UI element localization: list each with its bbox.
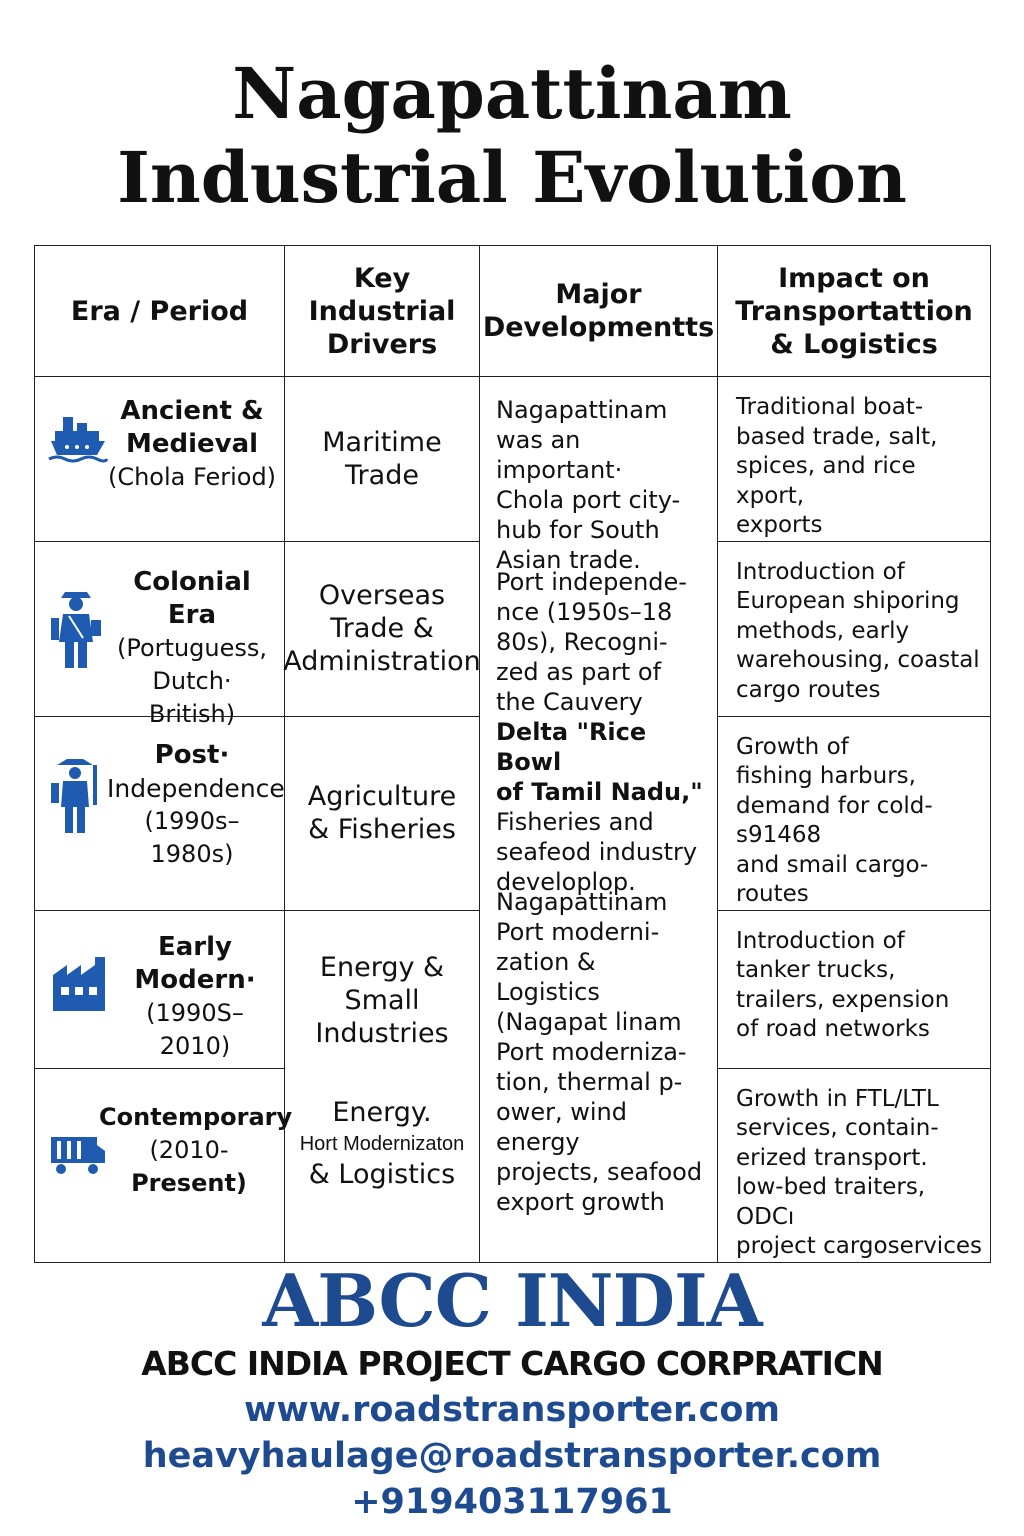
- impact-cell: Introduction of tanker trucks, trailers, expension of road networks: [718, 910, 991, 1068]
- era-subtitle: (1990s–1980s): [144, 806, 240, 868]
- development-block-2: Port independe- nce (1950s–18 80s), Recogni- zed as part of the Cauvery Delta "Rice Bowl of Tamil Nadu," Fisheries and seafeod industry developlop.: [496, 568, 703, 896]
- evolution-table: [34, 245, 991, 1263]
- driver-energy-small-industries: Energy & Small Industries: [315, 951, 449, 1049]
- era-cell: [35, 910, 285, 1068]
- header-drivers: Key Industrial Drivers: [285, 246, 480, 377]
- era-subtitle: (1990S–2010): [146, 998, 244, 1060]
- era-subtitle: (Chola Feriod): [107, 463, 277, 491]
- driver-cell-merged: [285, 910, 480, 1262]
- colonial-figure-icon: [47, 584, 105, 672]
- era-subtitle: Dutch· British): [148, 666, 236, 728]
- title-line-1: Nagapattinam: [232, 52, 792, 135]
- era-title: Early: [158, 931, 232, 962]
- era-cell: [35, 716, 285, 910]
- era-title: Post·: [154, 739, 230, 770]
- era-subtitle: Independence: [107, 773, 285, 803]
- farmer-icon: [47, 755, 103, 837]
- development-block-1: Nagapattinam was an important· Chola port city- hub for South Asian trade.: [496, 396, 681, 574]
- era-title: Ancient &: [120, 396, 264, 426]
- developments-cell: [480, 377, 718, 1263]
- impact-cell: Introduction of European shiporing methods, early warehousing, coastal cargo routes: [718, 541, 991, 716]
- corporation-name: ABCC INDIA PROJECT CARGO CORPRATICN: [141, 1344, 883, 1383]
- header-impact: Impact on Transportattion & Logistics: [718, 246, 991, 377]
- era-title: Modern·: [134, 964, 256, 995]
- driver-cell: Agriculture & Fisheries: [285, 716, 480, 910]
- header-era: Era / Period: [35, 246, 285, 377]
- era-subtitle: (2010-: [149, 1135, 229, 1164]
- development-block-3: Nagapattinam Port moderni- zation & Logistics (Nagapat linam Port moderniza- tion, thermal p- ower, wind energy projects, seafood export growth: [496, 888, 703, 1216]
- era-cell: [35, 541, 285, 728]
- phone-number[interactable]: +919403117961: [351, 1482, 673, 1522]
- driver-cell: Overseas Trade & Administration: [285, 541, 480, 716]
- era-title: Era: [167, 599, 217, 630]
- era-title: Colonial: [133, 566, 251, 597]
- era-title: Medieval: [125, 429, 259, 459]
- era-cell: [35, 377, 285, 542]
- title-line-2: Industrial Evolution: [117, 136, 907, 219]
- driver-cell: Maritime Trade: [285, 377, 480, 542]
- header-row: [35, 246, 991, 377]
- email-link[interactable]: heavyhaulage@roadstransporter.com: [142, 1436, 882, 1476]
- impact-cell: Growth in FTL/LTL services, contain- erized transport. low-bed traiters, ODCı project cargoservices: [718, 1068, 991, 1262]
- era-subtitle: Present): [131, 1168, 247, 1197]
- website-link[interactable]: www.roadstransporter.com: [244, 1390, 780, 1430]
- ship-icon: [47, 407, 109, 469]
- factory-icon: [49, 953, 111, 1015]
- brand-name: ABCC INDIA: [262, 1258, 762, 1343]
- era-subtitle: (Portuguess,: [117, 633, 267, 662]
- era-title: Contemporary: [99, 1102, 293, 1131]
- header-developments: Major Developmentts: [480, 246, 718, 377]
- impact-cell: Growth of fishing harburs, demand for cold-s91468 and smail cargo-routes: [718, 716, 991, 910]
- impact-cell: Traditional boat- based trade, salt, spices, and rice xport, exports: [718, 377, 991, 542]
- table-row: [35, 377, 991, 542]
- era-cell: [35, 1068, 293, 1262]
- driver-energy-port-logistics: Energy. Hort Modernizaton & Logistics: [299, 1096, 465, 1190]
- page-title: [0, 52, 1024, 220]
